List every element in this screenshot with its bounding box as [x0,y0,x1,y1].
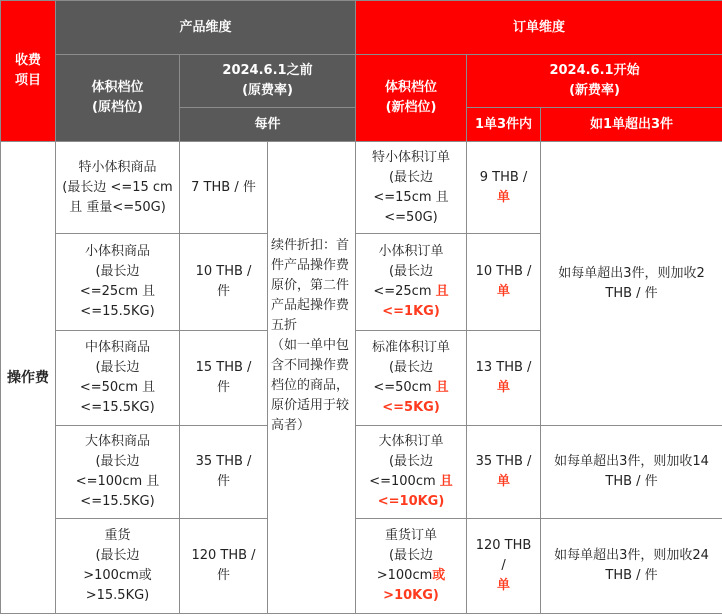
order-tier-cell [356,519,467,614]
discount-note-detail: （如一单中包含不同操作费档位的商品，原价适用于较高者） [271,338,350,433]
order-tier-text: 重货订单 (最长边 >100cm [376,528,438,583]
over-3-header: 如1单超出3件 [541,108,722,142]
per-piece-header: 每件 [180,108,356,142]
within-3-header: 1单3件内 [467,108,541,142]
order-tier-highlight: 或 >10KG) [383,568,446,603]
product-tier-cell: 中体积商品 (最长边 <=50cm 且 <=15.5KG) [56,331,180,426]
before-date-header: 2024.6.1之前 (原费率) [180,55,356,108]
new-volume-tier-header: 体积档位 (新档位) [356,55,467,142]
order-tier-text: 特小体积订单 (最长边 <=15cm 且 <=50G) [372,149,451,225]
order-tier-text: 大体积订单 (最长边 <=100cm [369,434,444,489]
new-rate-unit: 单 [497,380,511,395]
new-rate-cell [467,519,541,614]
new-rate-cell [467,331,541,426]
over-3-note-cell: 如每单超出3件，则加收2 THB / 件 [541,142,722,426]
order-dimension-header: 订单维度 [356,1,722,55]
new-rate-text: 13 THB / [475,360,532,375]
order-tier-highlight: 且 <=1KG) [382,284,449,319]
product-tier-cell: 重货 (最长边 >100cm或 >15.5KG) [56,519,180,614]
discount-note: 续件折扣：首件产品操作费原价，第二件产品起操作费五折 [271,238,350,333]
order-tier-cell [356,426,467,519]
old-rate-cell: 7 THB / 件 [180,142,268,234]
product-tier-cell: 特小体积商品 (最长边 <=15 cm 且 重量<=50G) [56,142,180,234]
new-rate-unit: 单 [497,189,511,205]
over-3-note-cell: 如每单超出3件，则加收14 THB / 件 [541,426,722,519]
order-tier-text: 小体积订单 (最长边 <=25cm [373,244,444,299]
new-rate-text: 120 THB / [475,538,532,573]
product-tier-cell: 大体积商品 (最长边 <=100cm 且 <=15.5KG) [56,426,180,519]
old-rate-cell: 35 THB / 件 [180,426,268,519]
fee-item-header: 收费 项目 [1,1,56,142]
new-rate-cell [467,426,541,519]
discount-note-cell [268,142,356,614]
after-date-header: 2024.6.1开始 (新费率) [467,55,722,108]
order-tier-highlight: 且 <=5KG) [382,380,449,415]
order-tier-cell [356,331,467,426]
old-volume-tier-header: 体积档位 (原档位) [56,55,180,142]
new-rate-cell [467,234,541,331]
new-rate-text: 9 THB / [479,169,528,185]
old-rate-cell: 120 THB / 件 [180,519,268,614]
new-rate-text: 10 THB / [475,264,532,279]
over-3-note-cell: 如每单超出3件，则加收24 THB / 件 [541,519,722,614]
new-rate-cell [467,142,541,234]
new-rate-unit: 单 [497,578,511,593]
operation-fee-label: 操作费 [1,142,56,614]
product-dimension-header: 产品维度 [56,1,356,55]
order-tier-text: 标准体积订单 (最长边 <=50cm [372,340,451,395]
new-rate-unit: 单 [497,474,511,489]
order-tier-cell [356,234,467,331]
order-tier-cell [356,142,467,234]
order-tier-highlight: 且 <=10KG) [377,474,453,509]
old-rate-cell: 15 THB / 件 [180,331,268,426]
product-tier-cell: 小体积商品 (最长边 <=25cm 且 <=15.5KG) [56,234,180,331]
new-rate-unit: 单 [497,284,511,299]
old-rate-cell: 10 THB / 件 [180,234,268,331]
new-rate-text: 35 THB / [475,454,532,469]
